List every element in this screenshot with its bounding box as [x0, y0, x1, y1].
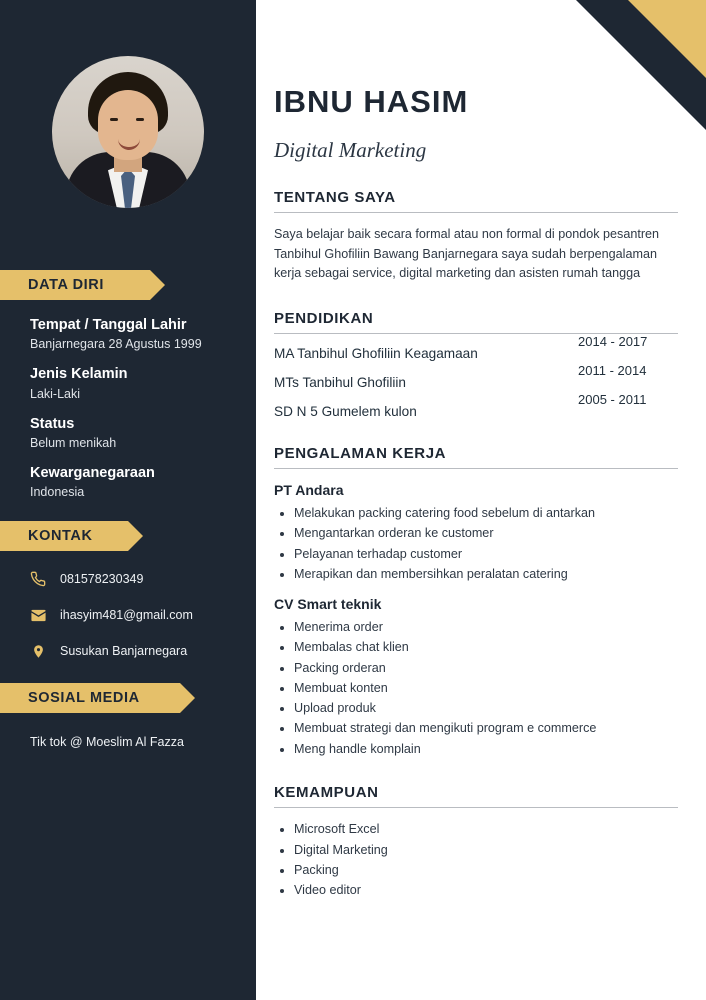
contact-list: [0, 551, 256, 661]
phone-icon: [28, 569, 48, 589]
contact-email-text: ihasyim481@gmail.com: [60, 608, 193, 622]
field-label: Jenis Kelamin: [30, 366, 128, 383]
field-value: Indonesia: [30, 485, 85, 500]
field-value: Laki-Laki: [30, 386, 81, 401]
list-item: • Menerima order: [294, 618, 678, 636]
list-item: • Merapikan dan membersihkan peralatan catering: [294, 565, 678, 583]
education-list: [274, 334, 678, 420]
field-nationality: [30, 464, 232, 500]
list-item: • Digital Marketing: [294, 841, 678, 859]
experience-company: PT Andara: [274, 482, 344, 499]
contact-address-text: Susukan Banjarnegara: [60, 644, 188, 658]
contact-address[interactable]: [28, 641, 236, 661]
field-label: Tempat / Tanggal Lahir: [30, 317, 187, 333]
mail-icon: [28, 605, 48, 625]
section-title-education: PENDIDIKAN: [274, 310, 678, 334]
education-school: MTs Tanbihul Ghofiliin: [274, 375, 406, 391]
sidebar: [0, 0, 256, 1000]
education-years: 2011 - 2014: [578, 363, 647, 379]
experience-duty-list: [276, 618, 678, 758]
contact-phone-text: 081578230349: [60, 572, 144, 586]
portrait-eye-right: [136, 118, 144, 121]
list-item: • Pelayanan terhadap customer: [294, 545, 678, 563]
field-label: Status: [30, 415, 75, 432]
contact-phone[interactable]: [28, 569, 236, 589]
field-value: Belum menikah: [30, 435, 117, 450]
skills-list: [276, 820, 678, 899]
sosial-media-handle: Tik tok @ Moeslim Al Fazza: [30, 735, 184, 749]
list-item: • Upload produk: [294, 699, 678, 717]
about-text: Saya belajar baik secara formal atau non formal di pondok pesantren Tanbihul Ghofiliin Bawang Banjarnegara saya sudah berpengalaman kerja sebagai service, digital marketing dan asisten rumah tangga: [274, 227, 660, 281]
section-data-diri: [0, 270, 256, 514]
field-status: [30, 415, 232, 451]
experience-duty-list: [276, 504, 678, 583]
contact-email[interactable]: [28, 605, 236, 625]
experience-item-1: [274, 482, 678, 583]
location-pin-icon: [28, 641, 48, 661]
education-years: 2005 - 2011: [578, 392, 647, 408]
kontak-heading: KONTAK: [0, 521, 128, 551]
data-diri-field-list: [0, 300, 256, 501]
field-label: Kewarganegaraan: [30, 465, 155, 482]
list-item: • Video editor: [294, 881, 678, 899]
list-item: • Membuat strategi dan mengikuti program e commerce: [294, 719, 678, 737]
field-value: Banjarnegara 28 Agustus 1999: [30, 337, 202, 352]
list-item: • Membuat konten: [294, 679, 678, 697]
education-years: 2014 - 2017: [578, 334, 648, 350]
field-birthplace: [30, 316, 232, 352]
avatar: [52, 56, 204, 208]
education-school: MA Tanbihul Ghofiliin Keagamaan: [274, 346, 478, 362]
section-sosial-media: [0, 683, 256, 749]
portrait-eye-left: [110, 118, 118, 121]
education-item: [274, 363, 678, 391]
job-role-subtitle: Digital Marketing: [274, 137, 427, 162]
main-content: [256, 0, 706, 1000]
education-school: SD N 5 Gumelem kulon: [274, 404, 417, 420]
experience-company: CV Smart teknik: [274, 596, 382, 613]
list-item: • Microsoft Excel: [294, 820, 678, 838]
experience-item-2: [274, 596, 678, 758]
list-item: • Membalas chat klien: [294, 638, 678, 656]
profile-photo: [52, 56, 204, 208]
education-item: [274, 392, 678, 420]
section-title-experience: PENGALAMAN KERJA: [274, 445, 678, 469]
section-title-about: TENTANG SAYA: [274, 189, 678, 213]
field-gender: [30, 365, 232, 401]
sosial-media-heading: SOSIAL MEDIA: [0, 683, 180, 713]
section-kontak: [0, 521, 256, 677]
list-item: • Packing: [294, 861, 678, 879]
list-item: • Meng handle komplain: [294, 740, 678, 758]
section-title-skills: KEMAMPUAN: [274, 784, 678, 808]
list-item: • Packing orderan: [294, 659, 678, 677]
data-diri-heading: DATA DIRI: [0, 270, 150, 300]
list-item: • Melakukan packing catering food sebelum di antarkan: [294, 504, 678, 522]
list-item: • Mengantarkan orderan ke customer: [294, 524, 678, 542]
page-title: IBNU HASIM: [274, 84, 469, 119]
education-item: [274, 334, 678, 362]
